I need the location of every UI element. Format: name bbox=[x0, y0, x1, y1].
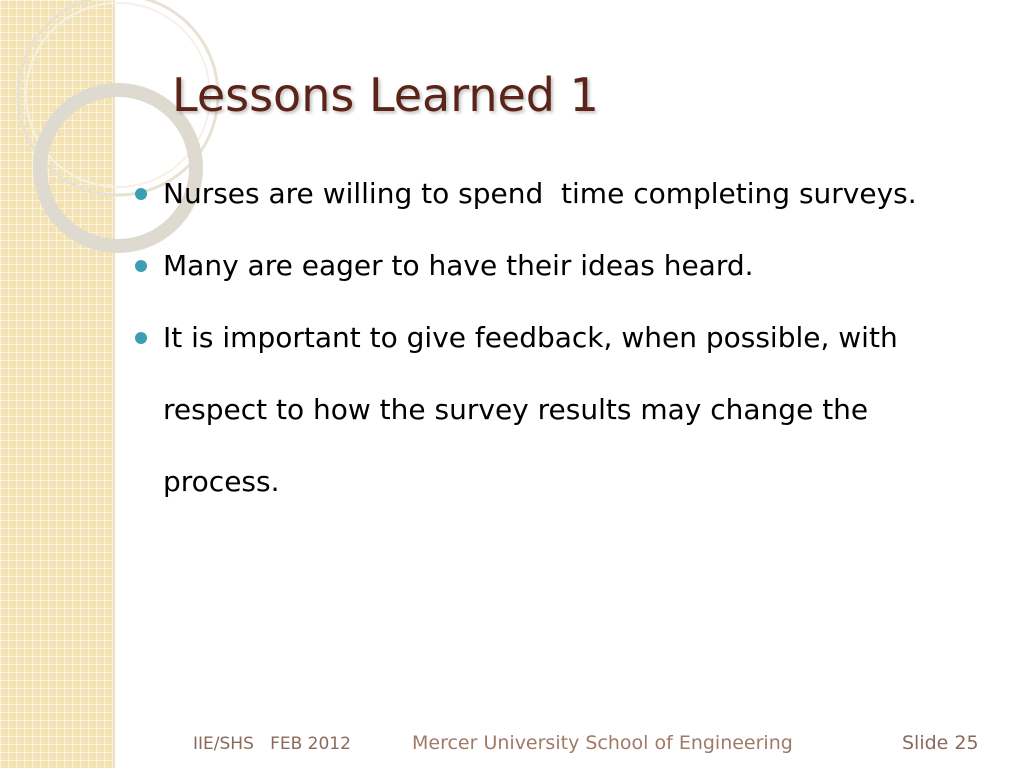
bullet-text: Nurses are willing to spend time completing surveys. bbox=[163, 177, 917, 210]
bullet-list bbox=[130, 158, 930, 518]
bullet-item bbox=[130, 302, 930, 518]
bullet-dot-icon bbox=[135, 332, 147, 344]
bullet-item bbox=[130, 230, 930, 302]
bullet-dot-icon bbox=[135, 188, 147, 200]
slide-number: Slide 25 bbox=[902, 732, 979, 754]
bullet-text: Many are eager to have their ideas heard. bbox=[163, 249, 754, 282]
footer-date: IIE/SHS FEB 2012 bbox=[193, 734, 351, 754]
bullet-dot-icon bbox=[135, 260, 147, 272]
bullet-text: It is important to give feedback, when possible, with respect to how the survey results may change the process. bbox=[163, 321, 898, 498]
bullet-item bbox=[130, 158, 930, 230]
slide-title: Lessons Learned 1 bbox=[172, 68, 599, 122]
footer-organization: Mercer University School of Engineering bbox=[412, 732, 793, 754]
